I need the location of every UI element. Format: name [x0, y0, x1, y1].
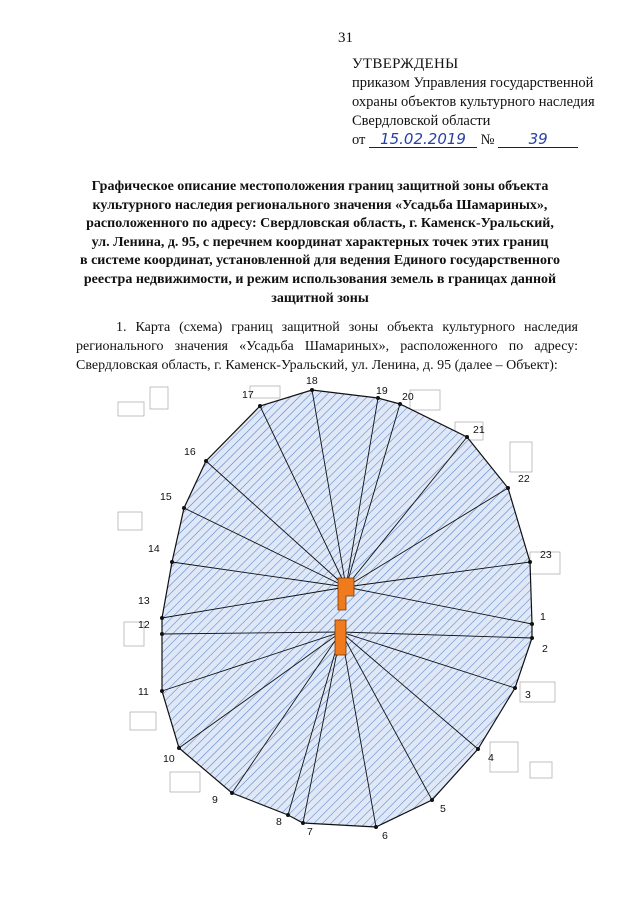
point-label: 18: [306, 375, 318, 387]
protection-zone-map: [110, 375, 570, 842]
boundary-point: [374, 825, 378, 829]
point-label: 17: [242, 389, 254, 401]
boundary-point: [476, 747, 480, 751]
point-label: 10: [163, 753, 175, 765]
point-label: 23: [540, 549, 552, 561]
boundary-point: [258, 404, 262, 408]
page-number: 31: [338, 30, 353, 46]
boundary-point: [310, 388, 314, 392]
point-label: 16: [184, 446, 196, 458]
boundary-point: [160, 632, 164, 636]
boundary-point: [160, 616, 164, 620]
point-label: 7: [307, 826, 313, 838]
paragraph-1: [76, 318, 578, 375]
boundary-point: [230, 791, 234, 795]
boundary-point: [528, 560, 532, 564]
point-label: 3: [525, 689, 531, 701]
point-label: 12: [138, 619, 150, 631]
approval-stamp: [352, 55, 595, 150]
title-line: культурного наследия регионального значения «Усадьба Шамариных»,: [92, 197, 548, 213]
title-line: Графическое описание местоположения границ защитной зоны объекта: [91, 179, 549, 194]
title-line: защитной зоны: [271, 290, 369, 306]
boundary-point: [204, 459, 208, 463]
approval-date: 15.02.2019: [369, 132, 477, 148]
approval-line-3: Свердловской области: [352, 113, 491, 129]
date-prefix: от: [352, 132, 366, 148]
number-prefix: №: [480, 132, 495, 148]
point-label: 15: [160, 491, 172, 503]
boundary-point: [286, 813, 290, 817]
title-line: в системе координат, установленной для ведения Единого государственного: [80, 253, 560, 269]
title-line: расположенного по адресу: Свердловская область, г. Каменск-Уральский,: [86, 216, 554, 232]
boundary-point: [177, 746, 181, 750]
boundary-point: [513, 686, 517, 690]
boundary-point: [430, 798, 434, 802]
boundary-point: [170, 560, 174, 564]
title-line: реестра недвижимости, и режим использования земель в границах данной: [83, 271, 557, 287]
point-label: 19: [376, 385, 388, 397]
point-label: 6: [382, 830, 388, 842]
boundary-point: [182, 506, 186, 510]
boundary-point: [506, 486, 510, 490]
point-label: 22: [518, 473, 530, 485]
approval-heading: УТВЕРЖДЕНЫ: [352, 56, 459, 72]
object-building-south: [335, 620, 346, 655]
point-label: 14: [148, 543, 160, 555]
boundary-point: [465, 435, 469, 439]
boundary-point: [160, 689, 164, 693]
point-label: 8: [276, 816, 282, 828]
boundary-point: [530, 622, 534, 626]
point-label: 21: [473, 424, 485, 436]
point-label: 9: [212, 794, 218, 806]
point-label: 13: [138, 595, 150, 607]
point-label: 4: [488, 752, 494, 764]
approval-line-1: приказом Управления государственной: [352, 75, 594, 91]
approval-date-line: [352, 131, 595, 150]
point-label: 1: [540, 611, 546, 623]
point-label: 11: [138, 686, 149, 698]
document-title: [70, 178, 570, 308]
point-label: 2: [542, 643, 548, 655]
point-label: 5: [440, 803, 446, 815]
boundary-point: [530, 636, 534, 640]
point-label: 20: [402, 391, 414, 403]
approval-number: 39: [498, 132, 578, 148]
approval-line-2: охраны объектов культурного наследия: [352, 94, 595, 110]
boundary-point: [301, 821, 305, 825]
paragraph-text: 1. Карта (схема) границ защитной зоны объекта культурного наследия регионального значения «Усадьба Шамариных», расположенного по адресу: Свердловская область, г. Каменск-Уральский, ул. Ленина, д. 95 (далее – Объект):: [76, 320, 578, 373]
title-line: ул. Ленина, д. 95, с перечнем координат характерных точек этих границ: [91, 234, 549, 250]
